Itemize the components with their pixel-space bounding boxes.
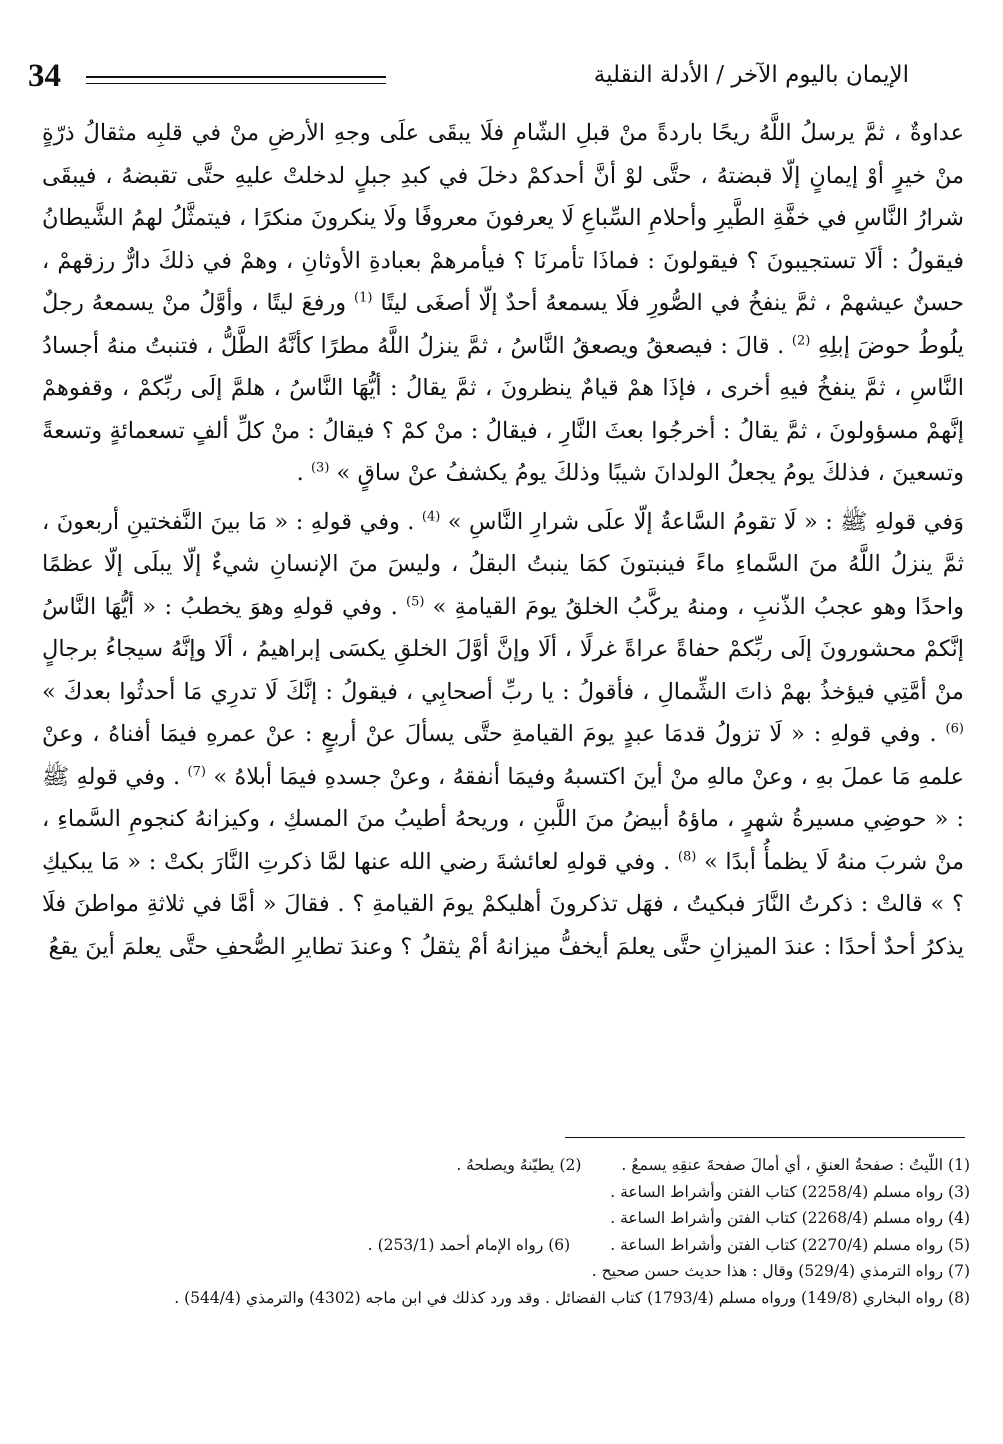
text-run: . [296,460,304,486]
text-run: وَفي قولهِ ﷺ : « لَا تقومُ السَّاعةُ إلّا علَى شرارِ النَّاسِ » [447,508,965,535]
footnote-ref: (1) [354,290,373,306]
footnotes [110,1152,970,1311]
footnote-3: (3) رواه مسلم (2258/4) كتاب الفتن وأشراط الساعة . [610,1182,970,1201]
text-run: . وفي قولهِ لعائشةَ رضي الله عنها لمَّا ذكرتِ النَّارَ بكتْ : « مَا يبكيكِ ؟ » قالتْ : ذكرتُ النَّارَ فبكيتُ ، فهَل تذكرونَ أهليكمْ يومَ القيامةِ ؟ . فقالَ « أمَّا في ثلاثةِ مواطنَ فلَا يذكرُ أحدٌ أحدًا : عندَ الميزانِ حتَّى يعلمَ أيخفُّ ميزانهُ أمْ يثقلُ ؟ وعندَ تطايرِ الصُّحفِ حتَّى يعلمَ أينَ يقعُ [42,848,964,960]
header-rule-thin [86,83,386,84]
page-number: 34 [28,58,61,94]
running-title: الإيمان باليوم الآخر / الأدلة النقلية [593,62,909,88]
text-run: . وفي قولهِ وهوَ يخطبُ : « أيُّهَا النَّاسُ إنَّكمْ محشورونَ إلَى ربِّكمْ حفاةً عراةً غرلًا ، ألَا وإنَّ أوَّلَ الخلقِ يكسَى إبراهيمُ ، ألَا وإنَّهُ سيجاءُ برجالٍ منْ أمَّتِي فيؤخذُ بهمْ ذاتَ الشِّمالِ ، فأقولُ : يا ربِّ أصحابِي ، فيقولُ : إنَّكَ لَا تدرِي مَا أحدثُوا بعدكَ » [42,593,964,705]
footnote-line [110,1285,970,1312]
footnote-2: (2) يطيّنهُ ويصلحهُ . [456,1156,582,1174]
footnote-6: (6) رواه الإمام أحمد (253/1) . [367,1235,571,1254]
footnote-8: (8) رواه البخاري (149/8) ورواه مسلم (1793/4) كتاب الفضائل . وقد ورد كذلك في ابن ماجه (4302) والترمذي (544/4) . [174,1288,970,1307]
footnote-1: (1) اللّيتُ : صفحةُ العنقِ ، أي أمالَ صفحةَ عنقِهِ يسمعُ . [621,1156,970,1174]
footnote-line [110,1205,970,1232]
footnote-5: (5) رواه مسلم (2270/4) كتاب الفتن وأشراط الساعة . [610,1235,970,1254]
footnote-ref: (8) [677,849,697,864]
text-run: عداوةٌ ، ثمَّ يرسلُ اللَّهُ ريحًا باردةً منْ قبلِ الشّامِ فلَا يبقَى علَى وجهِ الأرضِ منْ في قلبِه مثقالُ ذرّةٍ منْ خيرٍ أوْ إيمانٍ إلّا قبضتهُ ، حتَّى لوْ أنَّ أحدكمْ دخلَ في كبدِ جبلٍ لدخلتْ عليهِ حتَّى تقبضهُ ، فيبقَى شرارُ النَّاسِ في خفَّةِ الطَّيرِ وأحلامِ السِّباعِ لَا يعرفونَ معروفًا ولَا ينكرونَ منكرًا ، فيتمثَّلُ لهمُ الشَّيطانُ فيقولُ : ألَا تستجيبونَ ؟ فيقولونَ : فماذَا تأمرنَا ؟ فيأمرهمْ بعبادةِ الأوثانِ ، وهمْ في ذلكَ دارٌّ رزقهمْ ، حسنٌ عيشهمْ ، ثمَّ ينفخُ في الصُّورِ فلَا يسمعهُ أحدٌ إلّا أصغَى ليتًا [42,120,964,316]
paragraph-1 [42,112,964,495]
footnote-ref: (5) [405,594,425,609]
footnote-4: (4) رواه مسلم (2268/4) كتاب الفتن وأشراط الساعة . [610,1209,970,1227]
footnote-line [110,1232,970,1259]
footnote-line [110,1179,970,1206]
footnote-line [110,1258,970,1285]
running-header [24,56,909,100]
text-run: ورفعَ ليتًا ، وأوَّلُ منْ يسمعهُ رجلٌ يلُوطُ حوضَ إبلِهِ [42,290,964,359]
footnote-7: (7) رواه الترمذي (529/4) وقال : هذا حديث حسن صحيح . [591,1262,970,1280]
footnote-ref: (2) [791,333,811,348]
footnote-line [110,1152,970,1179]
text-run: . وفي قولهِ : « مَا بينَ النَّفختينِ أربعونَ ، ثمَّ ينزلُ اللَّهُ منَ السَّماءِ ماءً فينبتونَ كمَا ينبتُ البقلُ ، وليسَ منَ الإنسانِ شيءٌ إلّا يبلَى إلّا عظمًا واحدًا وهو عجبُ الذّنبِ ، ومنهُ يركَّبُ الخلقُ يومَ القيامةِ » [42,508,965,620]
text-run: . وفي قولهِ ﷺ : « حوضِي مسيرةُ شهرٍ ، ماؤهُ أبيضُ منَ اللَّبنِ ، وريحهُ أطيبُ منَ المسكِ ، وكيزانهُ كنجومِ السَّماءِ ، منْ شربَ منهُ لَا يظمأُ أبدًا » [42,763,965,875]
footnote-ref: (3) [310,460,330,476]
footnote-ref: (6) [945,721,964,737]
footnote-ref: (7) [187,764,206,779]
footnote-ref: (4) [421,509,441,524]
paragraph-2 [42,501,964,969]
text-run: . وفي قولهِ : « لَا تزولُ قدمَا عبدٍ يومَ القيامةِ حتَّى يسألَ عنْ أربعٍ : عنْ عمرهِ فيمَا أفناهُ ، وعنْ علمهِ مَا عملَ بهِ ، وعنْ مالهِ منْ أينَ اكتسبهُ وفيمَا أنفقهُ ، وعنْ جسدهِ فيمَا أبلاهُ » [42,721,965,790]
footnote-separator [565,1137,965,1138]
main-text [42,112,964,968]
header-rule [86,76,386,78]
text-run: . قالَ : فيصعقُ ويصعقُ النَّاسُ ، ثمَّ ينزلُ اللَّهُ مطرًا كأنَّهُ الطَّلُّ ، فتنبتُ منهُ أجسادُ النَّاسِ ، ثمَّ ينفخُ فيهِ أخرى ، فإذَا همْ قيامٌ ينظرونَ ، ثمَّ يقالُ : أيُّهَا النَّاسُ ، هلمَّ إلَى ربِّكمْ ، وقفوهمْ إنَّهمْ مسؤولونَ ، ثمَّ يقالُ : أخرجُوا بعثَ النَّارِ ، فيقالُ : منْ كمْ ؟ فيقالُ : منْ كلِّ ألفٍ تسعمائةٍ وتسعةً وتسعينَ ، فذلكَ يومُ يجعلُ الولدانَ شيبًا وذلكَ يومُ يكشفُ عنْ ساقٍ » [42,332,964,486]
